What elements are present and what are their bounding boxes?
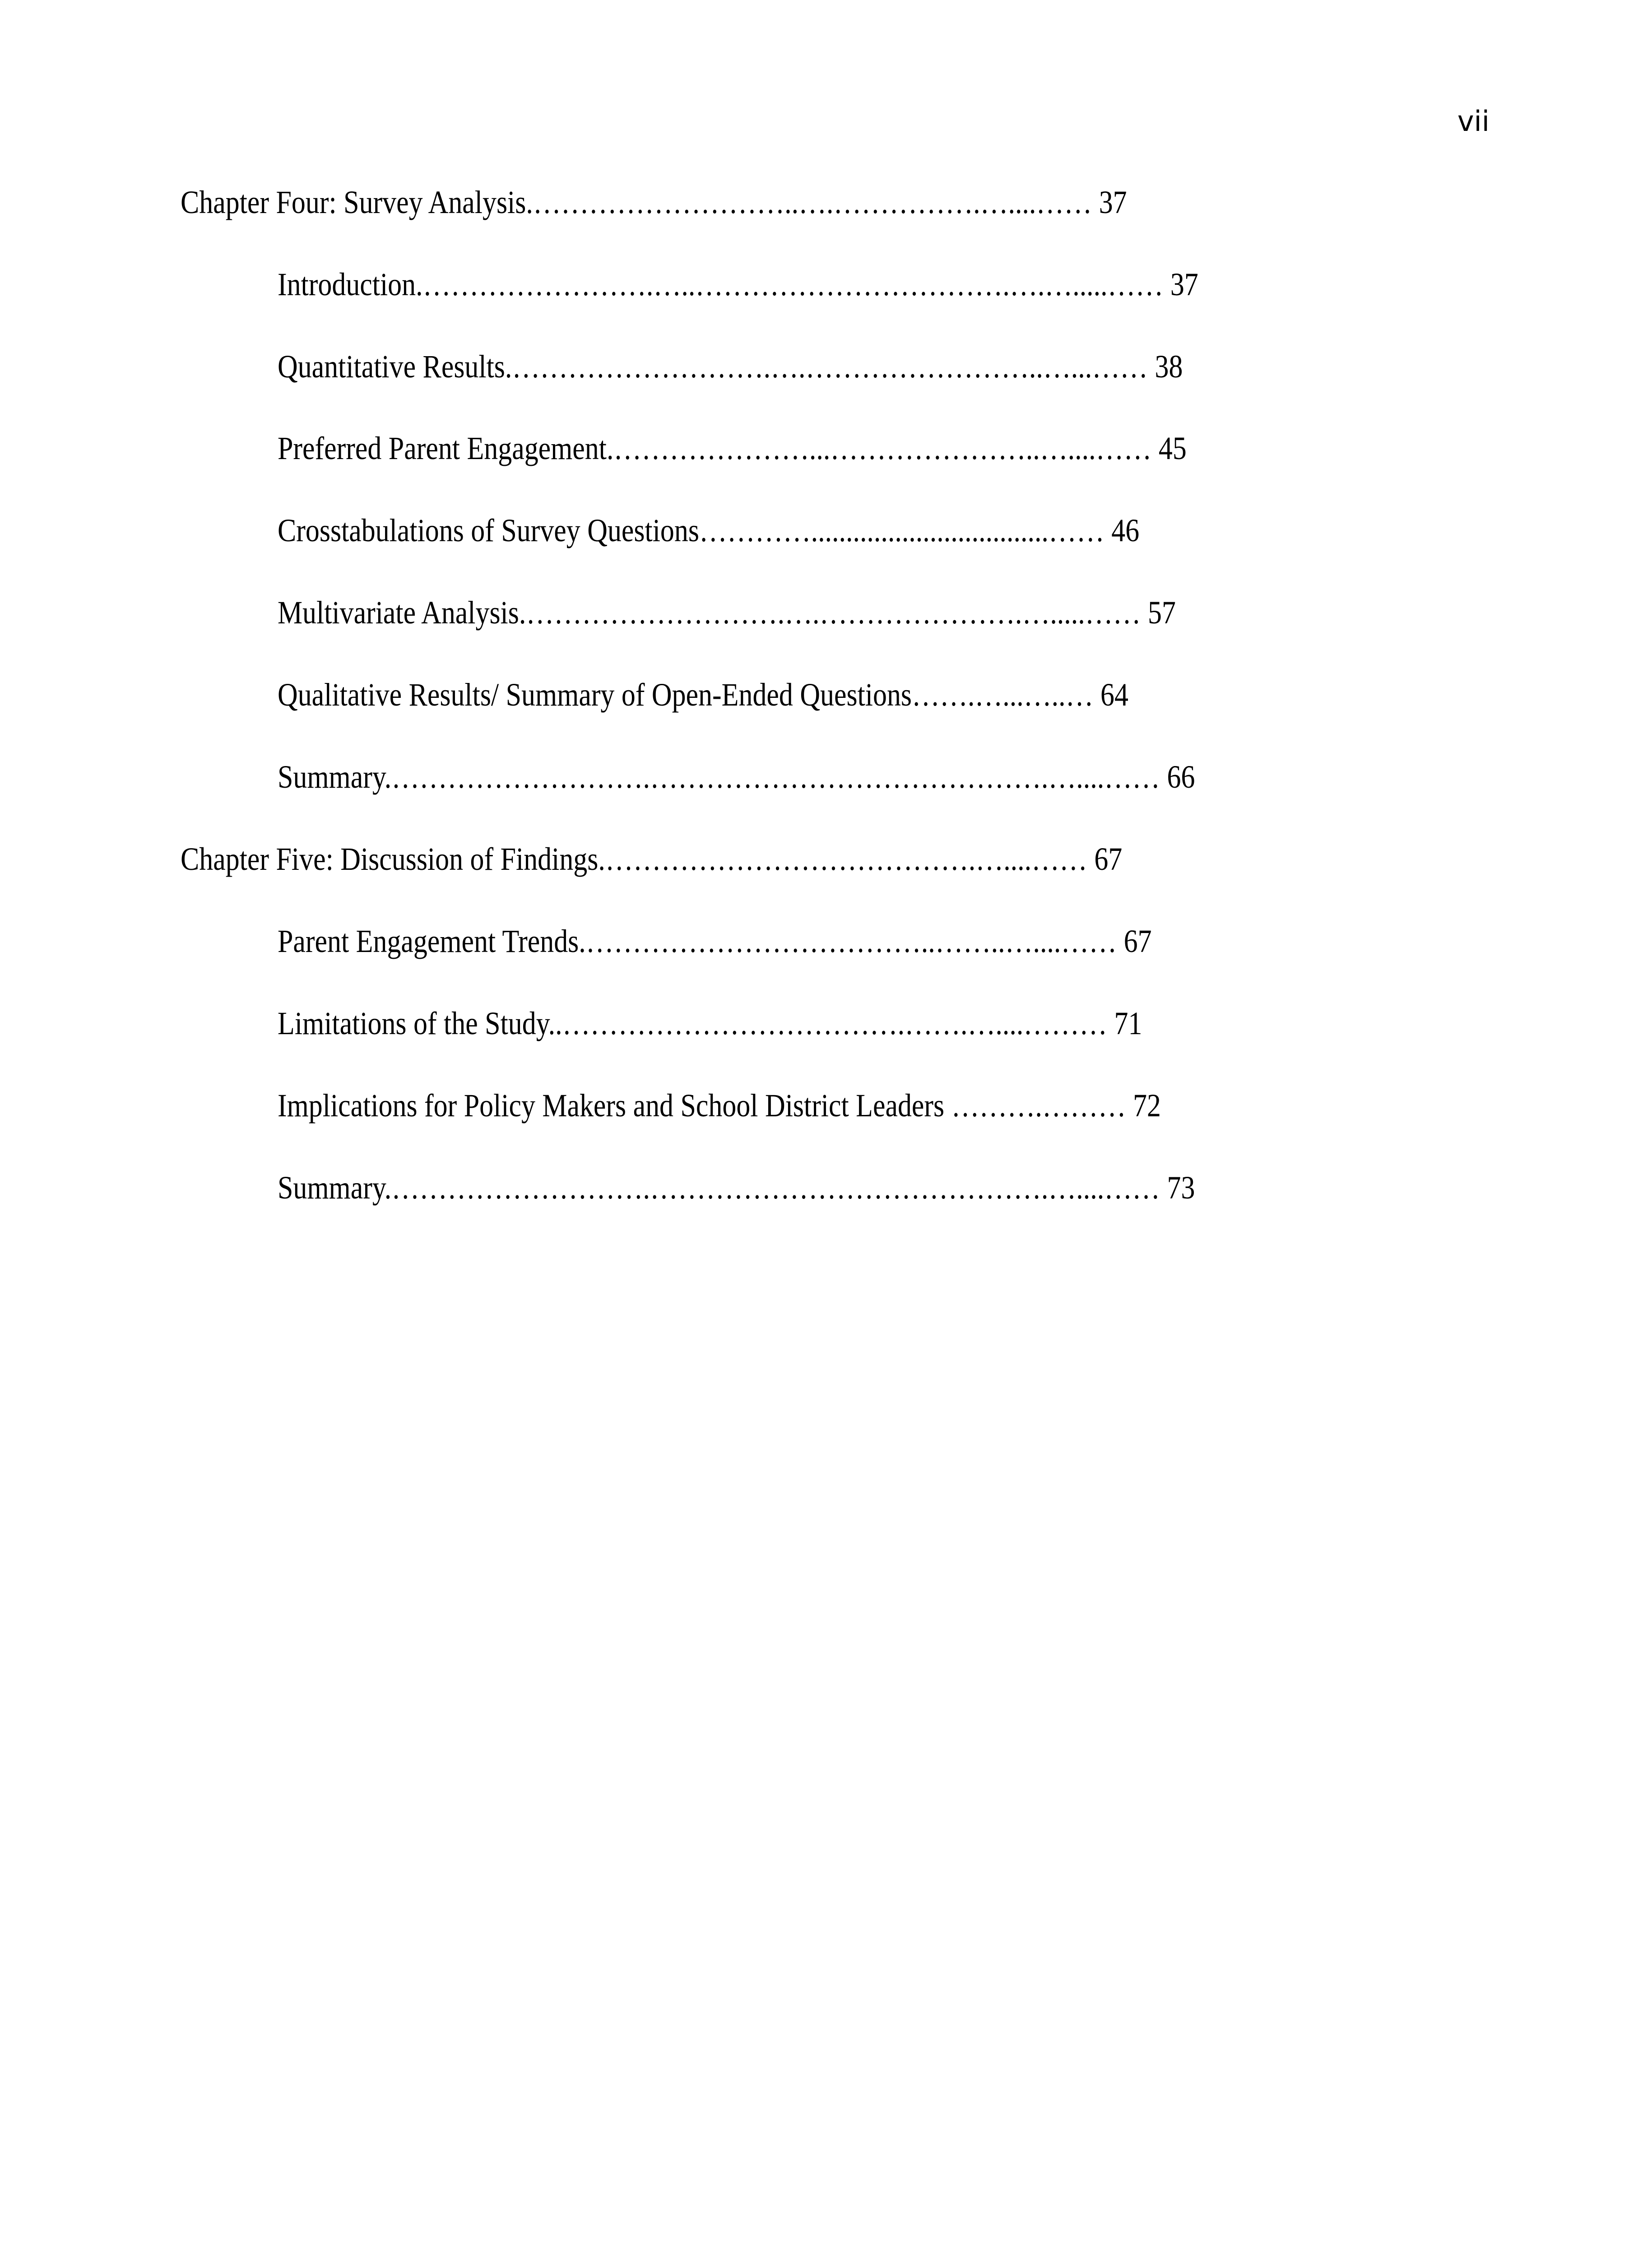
toc-entry-implications: Implications for Policy Makers and School District Leaders ……….……… 72 — [278, 1087, 1161, 1124]
toc-entry-introduction: Introduction.…………………….…..…………………………….….….....…… 37 — [278, 266, 1198, 302]
toc-entry-chapter-five: Chapter Five: Discussion of Findings.………………………………….…....…… 67 — [181, 841, 1123, 877]
toc-entry-parent-engagement-trends: Parent Engagement Trends.………………………………..……..…....…… 67 — [278, 923, 1152, 959]
toc-entry-chapter-four: Chapter Four: Survey Analysis.………………………..….…………….…....…… 37 — [181, 184, 1127, 220]
toc-entry-quantitative-results: Quantitative Results.……………………….….……………………..…...…… 38 — [278, 348, 1183, 385]
toc-entry-summary-chapter-four: Summary.……………………….…………………………………….…....…… 66 — [278, 759, 1195, 795]
toc-entry-limitations: Limitations of the Study..……………………………….…….…....……… 71 — [278, 1005, 1142, 1041]
toc-entry-preferred-parent-engagement: Preferred Parent Engagement.…………………...…………………..…....…… 45 — [278, 430, 1187, 466]
toc-entry-qualitative-results: Qualitative Results/ Summary of Open-Ended Questions…….…...…..… 64 — [278, 677, 1128, 713]
toc-entry-multivariate-analysis: Multivariate Analysis.……………………….….………………….….....…… 57 — [278, 594, 1176, 631]
toc-entry-crosstabulations: Crosstabulations of Survey Questions…………..................................…… 46 — [278, 512, 1140, 548]
page-number: vii — [1457, 105, 1490, 138]
toc-entry-summary-chapter-five: Summary.……………………….…………………………………….…....…… 73 — [278, 1170, 1195, 1206]
